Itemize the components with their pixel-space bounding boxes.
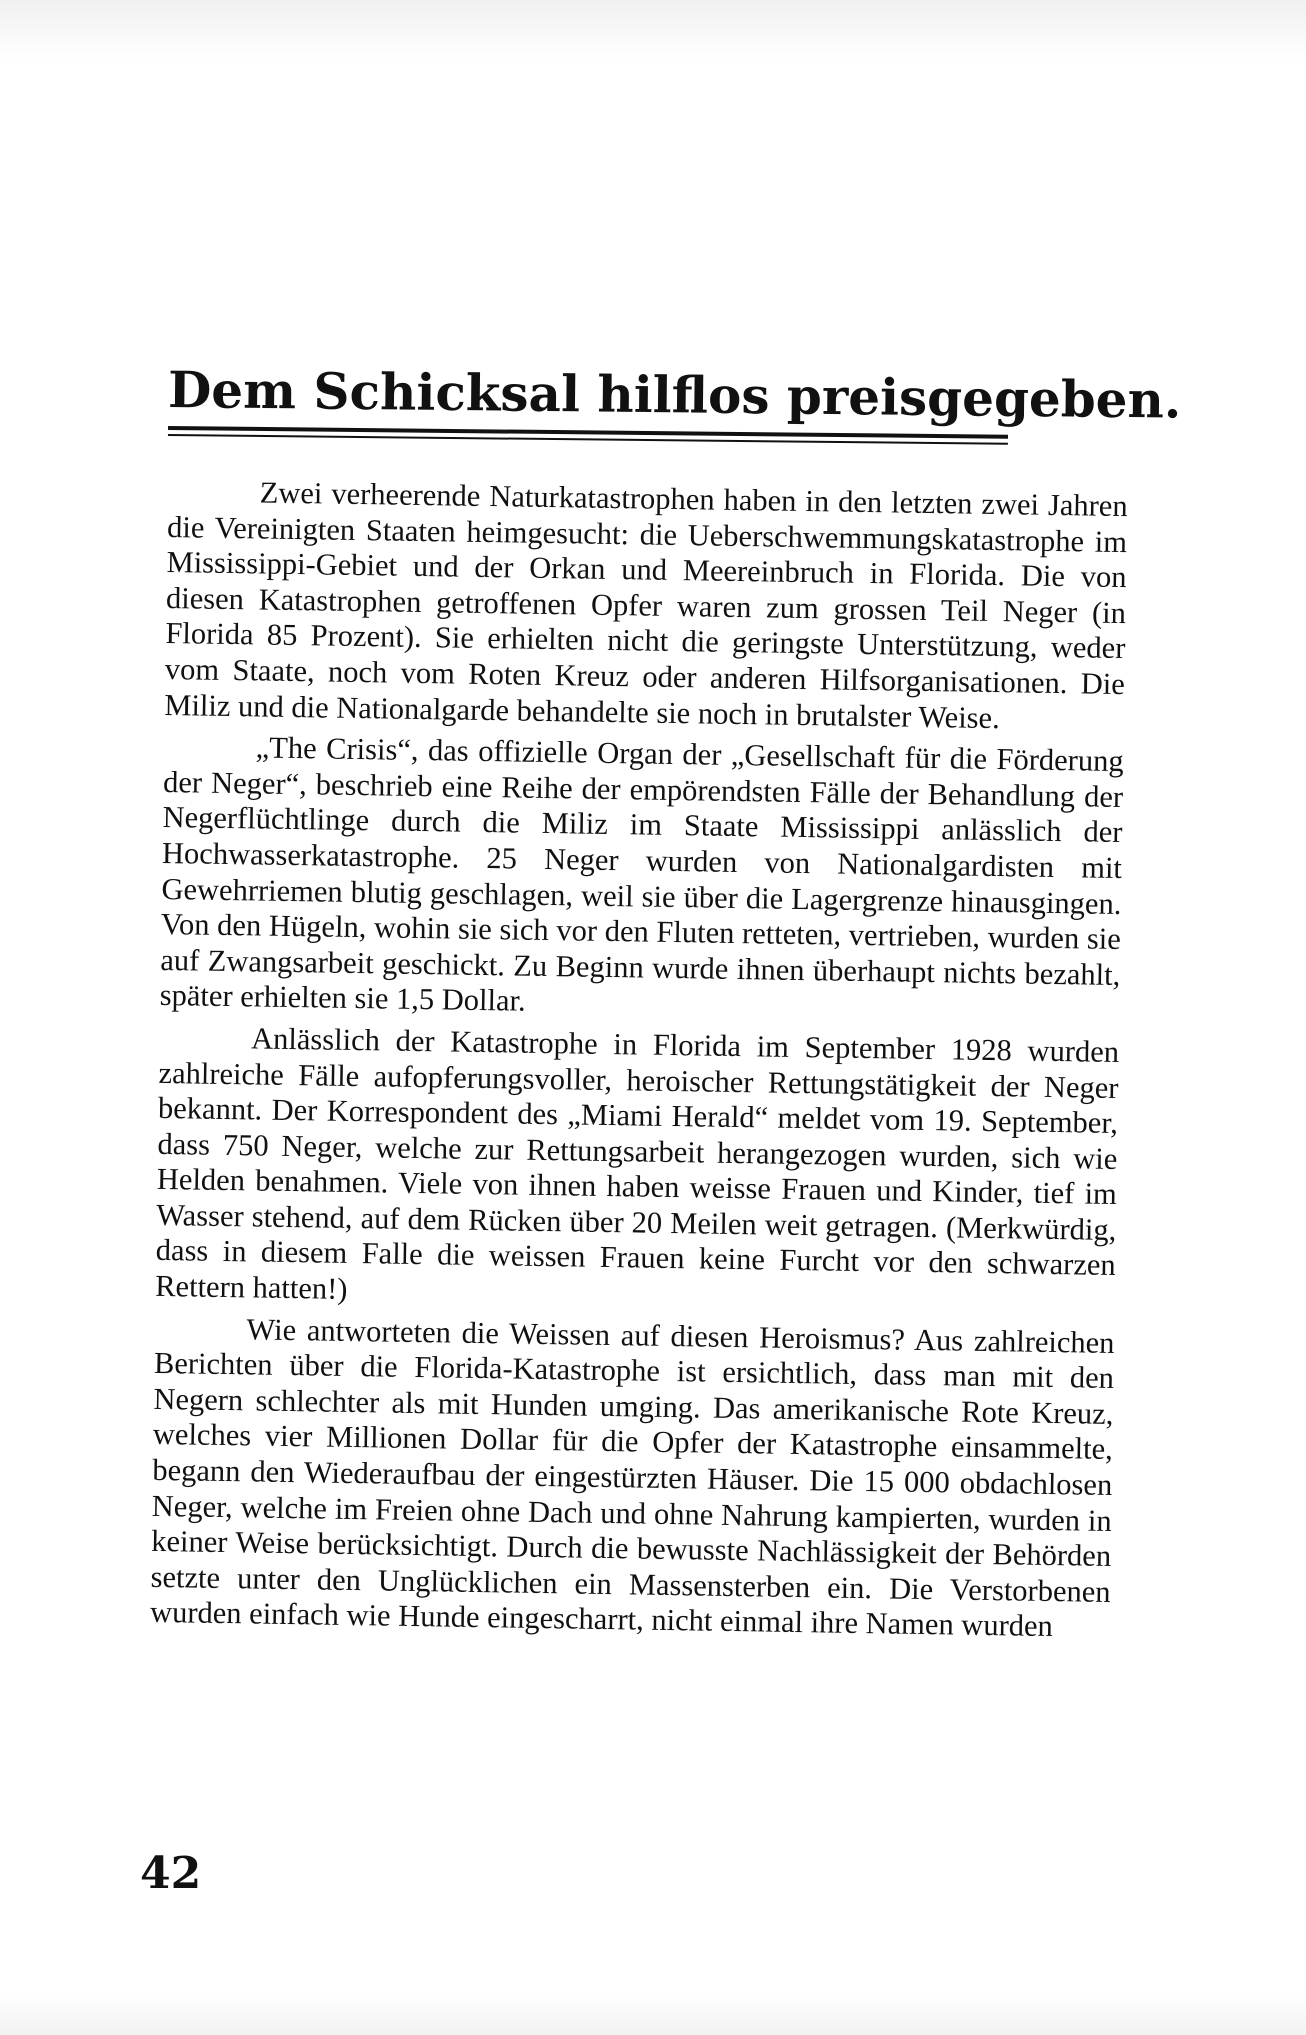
page-heading: Dem Schicksal hilflos preisgegeben. [167,360,1182,430]
page-content [149,360,1182,1644]
body-text [150,474,1128,1646]
paragraph-1: Zwei verheerende Naturkatastrophen haben in den letzten zwei Jahren die Vereinigten Staaten heimgesucht: die Ueberschwemmungskatastrophe im Mississippi-Gebiet und der Orkan und Meereinbruch in Florida. Die von diesen Katastrophen getroffenen Opfer waren zum grossen Teil Neger (in Florida 85 Prozent). Sie erhielten nicht die geringste Unterstützung, weder vom Staate, noch vom Roten Kreuz oder anderen Hilfsorganisationen. Die Miliz und die Nationalgarde behandelte sie noch in brutalster Weise. [164,475,1128,735]
paragraph-2: „The Crisis“, das offizielle Organ der „Gesellschaft für die Förderung der Neger“, beschrieb eine Reihe der empörendsten Fälle der Behandlung der Negerflüchtlinge durch die Miliz im Staate Mississippi anlässlich der Hochwasserkatastrophe. 25 Neger wurden von Nationalgardisten mit Gewehrriemen blutig geschlagen, weil sie über die Lagergrenze hinausgingen. Von den Hügeln, wohin sie sich vor den Fluten retteten, vertrieben, wurden sie auf Zwangsarbeit geschickt. Zu Beginn wurde ihnen überhaupt nichts bezahlt, später erhielten sie 1,5 Dollar. [159,730,1124,1018]
paragraph-4: Wie antworteten die Weissen auf diesen Heroismus? Aus zahlreichen Berichten über die Florida-Katastrophe ist ersichtlich, dass man mit den Negern schlechter als mit Hunden umging. Das amerikanische Rote Kreuz, welches vier Millionen Dollar für die Opfer der Katastrophe einsammelte, begann den Wiederaufbau der eingestürzten Häuser. Die 15 000 obdachlosen Neger, welche im Freien ohne Dach und ohne Nahrung kampierten, wurden in keiner Weise berücksichtigt. Durch die bewusste Nachlässigkeit der Behörden setzte unter den Unglücklichen ein Massensterben ein. Die Verstorbenen wurden einfach wie Hunde eingescharrt, nicht einmal ihre Namen wurden [149,1311,1115,1644]
page-number: 42 [140,1848,202,1899]
paragraph-3: Anlässlich der Katastrophe in Florida im September 1928 wurden zahlreiche Fälle aufopferungsvoller, heroischer Rettungstätigkeit der Neger bekannt. Der Korrespondent des „Miami Herald“ meldet vom 19. September, dass 750 Neger, welche zur Rettungsarbeit herangezogen wurden, sich wie Helden benahmen. Viele von ihnen haben weisse Frauen und Kinder, tief im Wasser stehend, auf dem Rücken über 20 Meilen weit getragen. (Merkwürdig, dass in diesem Falle die weissen Frauen keine Furcht vor den schwarzen Rettern hatten!) [154,1021,1120,1306]
scan-top-edge [0,0,1306,60]
scan-bottom-edge [0,1995,1306,2035]
heading-double-rule [168,426,1008,445]
